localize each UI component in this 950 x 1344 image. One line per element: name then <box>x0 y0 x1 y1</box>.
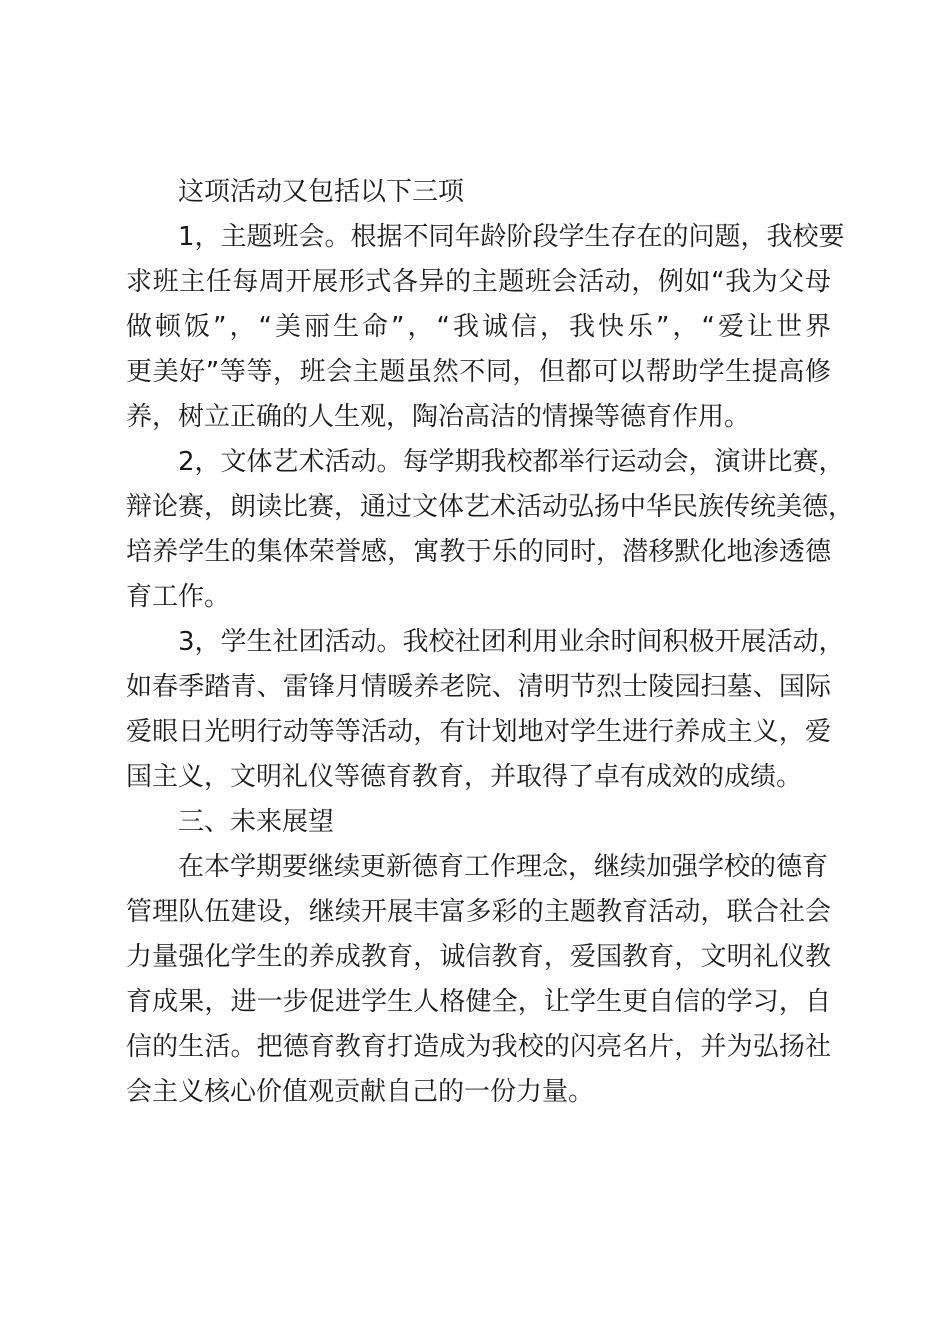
section-heading-future-outlook: 三、未来展望 <box>178 807 335 837</box>
document-body <box>126 170 855 1115</box>
paragraph-arts-sports-line: 育工作。 <box>126 582 231 612</box>
paragraph-outlook-line: 管理队伍建设，继续开展丰富多彩的主题教育活动，联合社会 <box>126 897 831 927</box>
paragraph-class-meeting-line: 1，主题班会。根据不同年龄阶段学生存在的问题，我校要 <box>178 222 845 252</box>
paragraph-outlook-line: 信的生活。把德育教育打造成为我校的闪亮名片，并为弘扬社 <box>126 1032 831 1062</box>
paragraph-student-clubs-line: 3，学生社团活动。我校社团利用业余时间积极开展活动， <box>178 627 845 657</box>
paragraph-intro-line: 这项活动又包括以下三项 <box>178 177 465 207</box>
paragraph-student-clubs-line: 爱眼日光明行动等等活动，有计划地对学生进行养成主义，爱 <box>126 717 831 747</box>
paragraph-outlook-line: 力量强化学生的养成教育，诚信教育，爱国教育，文明礼仪教 <box>126 942 831 972</box>
paragraph-student-clubs-line: 如春季踏青、雷锋月情暖养老院、清明节烈士陵园扫墓、国际 <box>126 672 831 702</box>
paragraph-outlook-line: 育成果，进一步促进学生人格健全，让学生更自信的学习，自 <box>126 987 831 1017</box>
paragraph-student-clubs-line: 国主义，文明礼仪等德育教育，并取得了卓有成效的成绩。 <box>126 762 803 792</box>
paragraph-outlook-line: 会主义核心价值观贡献自己的一份力量。 <box>126 1077 595 1107</box>
paragraph-class-meeting-line: 求班主任每周开展形式各异的主题班会活动，例如“我为父母 <box>126 267 831 297</box>
paragraph-arts-sports-line: 培养学生的集体荣誉感，寓教于乐的同时，潜移默化地渗透德 <box>126 537 831 567</box>
paragraph-arts-sports-line: 2，文体艺术活动。每学期我校都举行运动会，演讲比赛， <box>178 447 845 477</box>
paragraph-class-meeting-line: 更美好”等等，班会主题虽然不同，但都可以帮助学生提高修 <box>126 357 831 387</box>
paragraph-outlook-line: 在本学期要继续更新德育工作理念，继续加强学校的德育 <box>178 852 829 882</box>
paragraph-class-meeting-line: 养，树立正确的人生观，陶冶高洁的情操等德育作用。 <box>126 402 751 432</box>
paragraph-arts-sports-line: 辩论赛，朗读比赛，通过文体艺术活动弘扬中华民族传统美德， <box>126 492 855 522</box>
paragraph-class-meeting-line: 做顿饭”，“美丽生命”，“我诚信，我快乐”，“爱让世界 <box>126 312 831 342</box>
